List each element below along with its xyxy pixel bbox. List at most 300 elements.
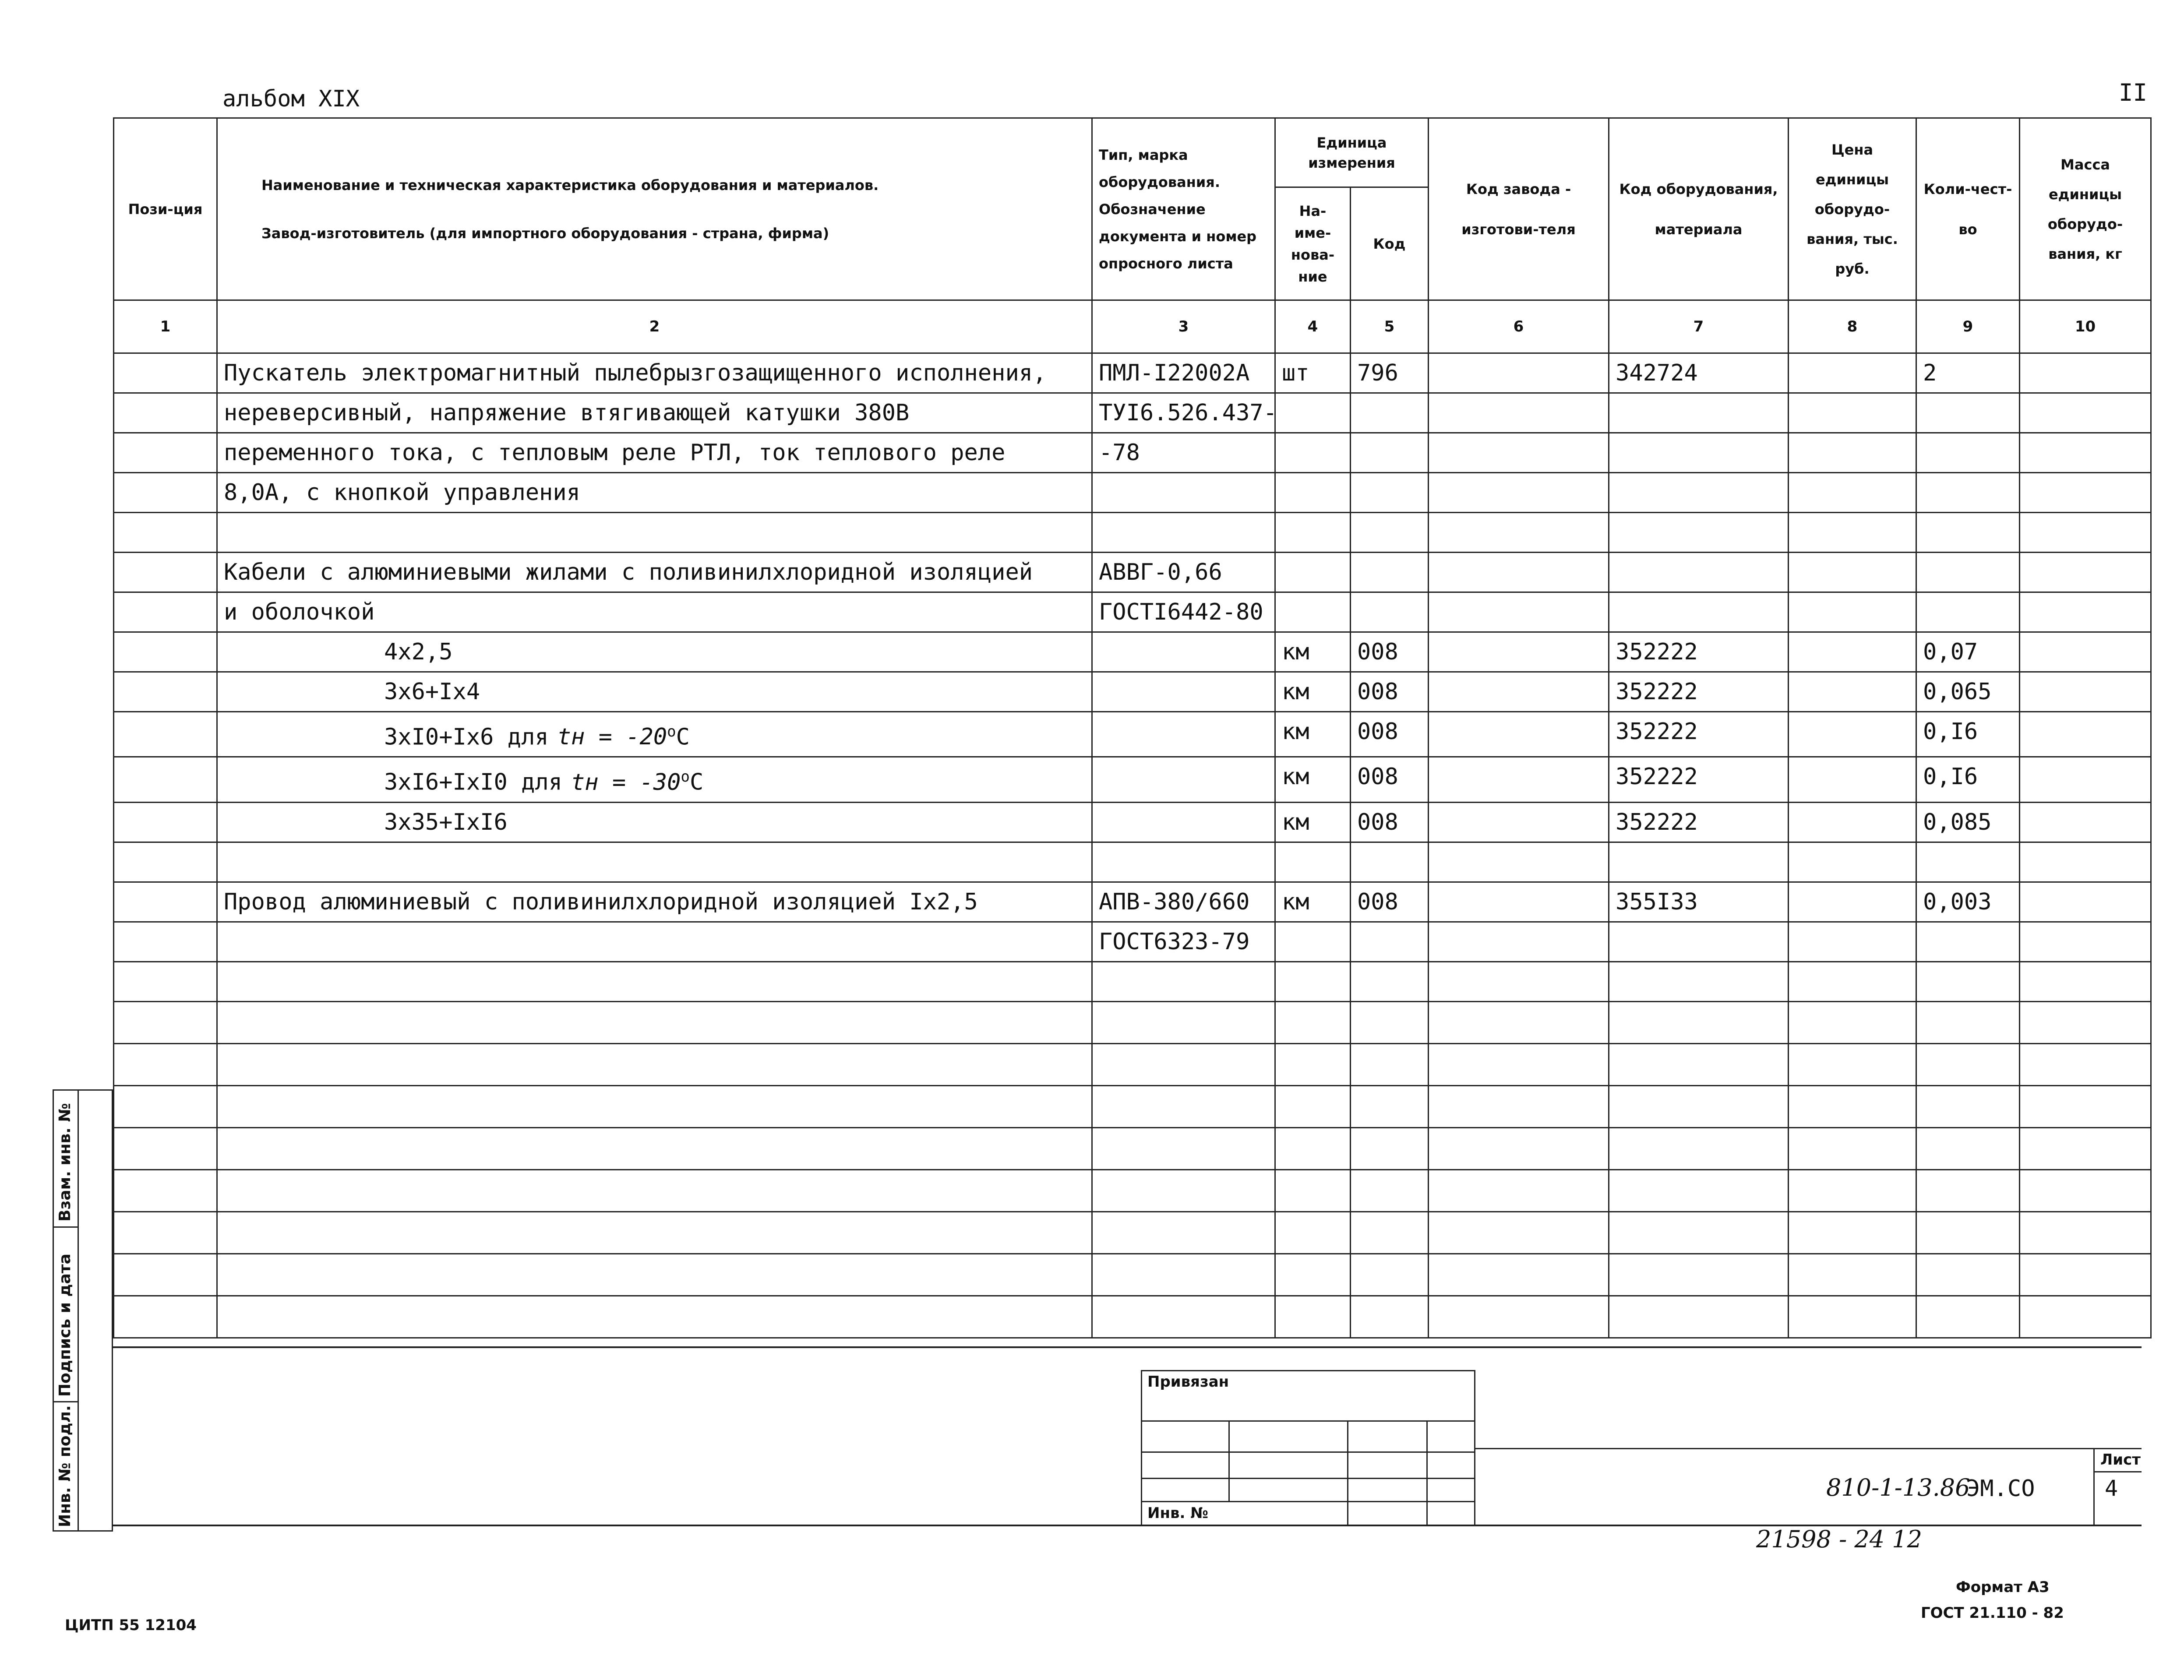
cell-name	[217, 802, 1092, 842]
cell-mass	[2020, 1085, 2151, 1127]
cell-unit: км	[1275, 757, 1351, 802]
cell-type: АВВГ-0,66	[1092, 553, 1275, 592]
item-name: 8,0А, с кнопкой управления	[224, 479, 580, 506]
cell-name	[217, 632, 1092, 672]
cell-qty	[1916, 922, 2020, 962]
handwritten-number: 21598 - 24 12	[1756, 1525, 1922, 1553]
cell-type	[1092, 757, 1275, 802]
cell-pos	[114, 672, 217, 712]
cell-type	[1092, 962, 1275, 1001]
cell-mass	[2020, 922, 2151, 962]
cell-plant	[1429, 353, 1609, 393]
cell-eq_code	[1609, 1254, 1789, 1296]
temperature-spec: tн = -30	[571, 769, 681, 796]
cell-eq_code	[1609, 433, 1789, 473]
cell-type	[1092, 1001, 1275, 1043]
cell-mass	[2020, 882, 2151, 922]
cell-name	[217, 842, 1092, 882]
cell-name	[217, 393, 1092, 433]
cell-unit	[1275, 1001, 1351, 1043]
cell-pos	[114, 513, 217, 553]
column-number-10: 10	[2020, 300, 2151, 353]
column-number-6: 6	[1429, 300, 1609, 353]
privyazan-label: Привязан	[1147, 1373, 1229, 1391]
cell-qty	[1916, 513, 2020, 553]
header-unit-name: На-име-нова-ние	[1275, 187, 1351, 300]
cell-eq_code: 352222	[1609, 712, 1789, 757]
cell-type	[1092, 513, 1275, 553]
table-row	[114, 882, 2151, 922]
cell-code: 008	[1351, 712, 1429, 757]
header-quantity: Коли-чест-во	[1916, 118, 2020, 300]
cell-type	[1092, 473, 1275, 513]
sheet-corner-number: II	[2119, 79, 2148, 106]
cell-price	[1789, 672, 1916, 712]
cell-plant	[1429, 922, 1609, 962]
cell-unit	[1275, 393, 1351, 433]
cell-mass	[2020, 1296, 2151, 1338]
cell-qty	[1916, 1043, 2020, 1085]
sheet-label: Лист	[2100, 1451, 2141, 1469]
cell-eq_code: 352222	[1609, 802, 1789, 842]
cell-price	[1789, 1169, 1916, 1212]
cell-price	[1789, 712, 1916, 757]
cell-plant	[1429, 712, 1609, 757]
header-unit-code: Код	[1351, 187, 1429, 300]
cell-name	[217, 922, 1092, 962]
cell-eq_code	[1609, 1001, 1789, 1043]
cell-type	[1092, 1043, 1275, 1085]
cell-code	[1351, 1127, 1429, 1169]
temperature-spec: tн = -20	[557, 724, 667, 750]
table-row	[114, 1001, 2151, 1043]
table-row	[114, 1254, 2151, 1296]
cell-mass	[2020, 393, 2151, 433]
cell-unit	[1275, 1254, 1351, 1296]
cell-price	[1789, 473, 1916, 513]
cell-type	[1092, 1212, 1275, 1254]
cell-plant	[1429, 962, 1609, 1001]
cell-eq_code	[1609, 1296, 1789, 1338]
cell-qty	[1916, 1296, 2020, 1338]
cell-code	[1351, 513, 1429, 553]
table-row	[114, 1169, 2151, 1212]
cell-code	[1351, 1001, 1429, 1043]
table-row	[114, 842, 2151, 882]
cell-pos	[114, 802, 217, 842]
cell-code	[1351, 393, 1429, 433]
cell-unit	[1275, 473, 1351, 513]
cell-qty	[1916, 592, 2020, 632]
table-row	[114, 1085, 2151, 1127]
cell-unit	[1275, 922, 1351, 962]
cell-pos	[114, 393, 217, 433]
stamp-top-line	[113, 1346, 2142, 1348]
cell-type	[1092, 712, 1275, 757]
cell-mass	[2020, 1212, 2151, 1254]
cell-unit	[1275, 962, 1351, 1001]
cell-mass	[2020, 962, 2151, 1001]
cell-mass	[2020, 1001, 2151, 1043]
cell-plant	[1429, 1169, 1609, 1212]
cell-code: 008	[1351, 632, 1429, 672]
cell-code	[1351, 1169, 1429, 1212]
header-unit-group: Единица измерения	[1275, 118, 1429, 187]
cell-unit: км	[1275, 712, 1351, 757]
header-name-line2: Завод-изготовитель (для импортного оборудования - страна, фирма)	[261, 225, 829, 242]
cell-mass	[2020, 513, 2151, 553]
table-row	[114, 592, 2151, 632]
header-mass: Масса единицы оборудо-вания, кг	[2020, 118, 2151, 300]
cell-plant	[1429, 513, 1609, 553]
table-row	[114, 353, 2151, 393]
cell-unit	[1275, 592, 1351, 632]
side-label-vzam: Взам. инв. №	[56, 1103, 74, 1222]
album-label: альбом XIX	[222, 86, 360, 112]
cell-mass	[2020, 473, 2151, 513]
cell-price	[1789, 1296, 1916, 1338]
cell-plant	[1429, 757, 1609, 802]
cell-qty: 0,I6	[1916, 757, 2020, 802]
cell-price	[1789, 842, 1916, 882]
cell-plant	[1429, 632, 1609, 672]
cell-eq_code: 342724	[1609, 353, 1789, 393]
header-name	[217, 118, 1092, 300]
cell-unit	[1275, 553, 1351, 592]
table-row	[114, 513, 2151, 553]
cell-type	[1092, 802, 1275, 842]
cell-code	[1351, 553, 1429, 592]
cell-qty	[1916, 1127, 2020, 1169]
side-label-inv-podl: Инв. № подл.	[56, 1405, 74, 1527]
cell-pos	[114, 842, 217, 882]
cell-unit	[1275, 1169, 1351, 1212]
cell-code	[1351, 1212, 1429, 1254]
cell-unit	[1275, 1127, 1351, 1169]
cell-mass	[2020, 592, 2151, 632]
item-name: 3xI6+IxI0 для	[384, 769, 562, 796]
cell-price	[1789, 962, 1916, 1001]
cell-pos	[114, 433, 217, 473]
cell-qty	[1916, 1001, 2020, 1043]
table-row	[114, 433, 2151, 473]
header-position: Пози-ция	[114, 118, 217, 300]
table-row	[114, 473, 2151, 513]
specification-table	[113, 117, 2142, 1350]
cell-mass	[2020, 757, 2151, 802]
cell-pos	[114, 922, 217, 962]
cell-eq_code: 352222	[1609, 757, 1789, 802]
cell-unit: шт	[1275, 353, 1351, 393]
cell-eq_code	[1609, 1127, 1789, 1169]
cell-unit	[1275, 1085, 1351, 1127]
cell-type	[1092, 842, 1275, 882]
item-name: Кабели с алюминиевыми жилами с поливинилхлоридной изоляцией	[224, 559, 1033, 585]
cell-price	[1789, 922, 1916, 962]
cell-eq_code	[1609, 513, 1789, 553]
cell-name	[217, 433, 1092, 473]
cell-plant	[1429, 1127, 1609, 1169]
cell-qty	[1916, 1254, 2020, 1296]
item-name: нереверсивный, напряжение втягивающей катушки 380В	[224, 400, 910, 426]
cell-name	[217, 672, 1092, 712]
cell-code	[1351, 1254, 1429, 1296]
cell-qty: 0,07	[1916, 632, 2020, 672]
cell-unit: км	[1275, 802, 1351, 842]
cell-type: ГОСТI6442-80	[1092, 592, 1275, 632]
cell-type	[1092, 1296, 1275, 1338]
cell-qty	[1916, 553, 2020, 592]
cell-plant	[1429, 802, 1609, 842]
item-name: 3xI0+Ix6 для	[384, 724, 549, 750]
cell-mass	[2020, 1169, 2151, 1212]
cell-price	[1789, 1085, 1916, 1127]
item-name: переменного тока, с тепловым реле РТЛ, ток теплового реле	[224, 440, 1006, 466]
cell-mass	[2020, 553, 2151, 592]
cell-name	[217, 1254, 1092, 1296]
cell-name	[217, 473, 1092, 513]
cell-pos	[114, 1085, 217, 1127]
cell-eq_code	[1609, 393, 1789, 433]
cell-pos	[114, 1001, 217, 1043]
table-row	[114, 757, 2151, 802]
cell-code	[1351, 473, 1429, 513]
cell-price	[1789, 757, 1916, 802]
cell-plant	[1429, 1001, 1609, 1043]
cell-mass	[2020, 1127, 2151, 1169]
table-row	[114, 712, 2151, 757]
cell-plant	[1429, 1043, 1609, 1085]
cell-type: АПВ-380/660	[1092, 882, 1275, 922]
table-row	[114, 672, 2151, 712]
cell-eq_code	[1609, 553, 1789, 592]
cell-name: 3xI6+IxI0 для tн = $-30^oC$	[217, 757, 1092, 802]
cell-price	[1789, 802, 1916, 842]
cell-plant	[1429, 842, 1609, 882]
cell-qty	[1916, 842, 2020, 882]
cell-price	[1789, 513, 1916, 553]
inv-number-label: Инв. №	[1147, 1504, 1209, 1522]
format-line1: Формат А3	[1956, 1578, 2050, 1596]
cell-eq_code	[1609, 842, 1789, 882]
cell-pos	[114, 962, 217, 1001]
cell-name	[217, 1043, 1092, 1085]
side-label-podpis: Подпись и дата	[56, 1254, 74, 1397]
cell-name	[217, 553, 1092, 592]
cell-eq_code	[1609, 1043, 1789, 1085]
cell-eq_code	[1609, 1212, 1789, 1254]
cell-code: 008	[1351, 672, 1429, 712]
cell-price	[1789, 1127, 1916, 1169]
cell-qty	[1916, 393, 2020, 433]
cell-qty: 0,085	[1916, 802, 2020, 842]
cell-unit	[1275, 433, 1351, 473]
cell-qty	[1916, 473, 2020, 513]
cell-qty	[1916, 433, 2020, 473]
cell-pos	[114, 1296, 217, 1338]
cell-qty	[1916, 1085, 2020, 1127]
column-number-1: 1	[114, 300, 217, 353]
column-number-4: 4	[1275, 300, 1351, 353]
temperature-unit: C	[689, 769, 704, 796]
cell-type	[1092, 672, 1275, 712]
cell-pos	[114, 353, 217, 393]
cell-pos	[114, 757, 217, 802]
column-number-3: 3	[1092, 300, 1275, 353]
sheet-number: 4	[2105, 1476, 2118, 1501]
header-equipment-code: Код оборудования, материала	[1609, 118, 1789, 300]
cell-qty: 0,I6	[1916, 712, 2020, 757]
cell-mass	[2020, 433, 2151, 473]
cell-plant	[1429, 1085, 1609, 1127]
cell-code	[1351, 962, 1429, 1001]
column-number-5: 5	[1351, 300, 1429, 353]
cell-qty: 0,003	[1916, 882, 2020, 922]
cell-unit: км	[1275, 672, 1351, 712]
cell-name	[217, 1085, 1092, 1127]
item-name: 3x6+Ix4	[384, 679, 480, 705]
cell-name	[217, 353, 1092, 393]
table-row	[114, 1127, 2151, 1169]
cell-mass	[2020, 712, 2151, 757]
cell-type	[1092, 1085, 1275, 1127]
cell-plant	[1429, 553, 1609, 592]
cell-price	[1789, 553, 1916, 592]
cell-unit: км	[1275, 632, 1351, 672]
format-line2: ГОСТ 21.110 - 82	[1921, 1604, 2064, 1622]
cell-plant	[1429, 1212, 1609, 1254]
cell-price	[1789, 353, 1916, 393]
document-code-printed: ЭМ.СО	[1966, 1476, 2035, 1502]
cell-price	[1789, 632, 1916, 672]
cell-mass	[2020, 632, 2151, 672]
cell-code	[1351, 433, 1429, 473]
cell-eq_code: 352222	[1609, 672, 1789, 712]
cell-unit	[1275, 1296, 1351, 1338]
table-row	[114, 922, 2151, 962]
cell-price	[1789, 882, 1916, 922]
cell-plant	[1429, 672, 1609, 712]
column-number-8: 8	[1789, 300, 1916, 353]
table-row	[114, 632, 2151, 672]
cell-eq_code	[1609, 922, 1789, 962]
cell-code: 796	[1351, 353, 1429, 393]
cell-unit	[1275, 1043, 1351, 1085]
item-name: 3x35+IxI6	[384, 809, 508, 835]
cell-price	[1789, 1001, 1916, 1043]
cell-type	[1092, 1254, 1275, 1296]
cell-type: ПМЛ-I22002А	[1092, 353, 1275, 393]
cell-code	[1351, 842, 1429, 882]
header-price: Цена единицы оборудо-вания, тыс. руб.	[1789, 118, 1916, 300]
cell-pos	[114, 712, 217, 757]
cell-type	[1092, 632, 1275, 672]
cell-code: 008	[1351, 802, 1429, 842]
item-name: Пускатель электромагнитный пылебрызгозащищенного исполнения,	[224, 360, 1047, 386]
column-number-2: 2	[217, 300, 1092, 353]
cell-code	[1351, 1296, 1429, 1338]
cell-plant	[1429, 473, 1609, 513]
cell-eq_code	[1609, 1169, 1789, 1212]
cell-pos	[114, 1254, 217, 1296]
cell-type	[1092, 1169, 1275, 1212]
cell-plant	[1429, 393, 1609, 433]
cell-type: ТУI6.526.437-	[1092, 393, 1275, 433]
cell-name	[217, 592, 1092, 632]
column-number-9: 9	[1916, 300, 2020, 353]
cell-qty	[1916, 1169, 2020, 1212]
header-name-line1: Наименование и техническая характеристика оборудования и материалов.	[261, 176, 879, 194]
table-row	[114, 802, 2151, 842]
cell-price	[1789, 592, 1916, 632]
cell-pos	[114, 882, 217, 922]
cell-unit	[1275, 842, 1351, 882]
cell-pos	[114, 1212, 217, 1254]
cell-name	[217, 1169, 1092, 1212]
item-name: 4x2,5	[384, 639, 453, 665]
cell-eq_code	[1609, 592, 1789, 632]
table-row	[114, 553, 2151, 592]
cell-name: 3xI0+Ix6 для tн = $-20^oC$	[217, 712, 1092, 757]
cell-pos	[114, 632, 217, 672]
cell-price	[1789, 433, 1916, 473]
document-code-handwritten: 810-1-13.86	[1826, 1474, 1970, 1501]
cell-code	[1351, 1085, 1429, 1127]
cell-unit: км	[1275, 882, 1351, 922]
cell-name	[217, 882, 1092, 922]
header-type: Тип, марка оборудования. Обозначение документа и номер опросного листа	[1092, 118, 1275, 300]
cell-mass	[2020, 353, 2151, 393]
cell-plant	[1429, 433, 1609, 473]
cell-eq_code	[1609, 473, 1789, 513]
cell-name	[217, 962, 1092, 1001]
cell-mass	[2020, 1043, 2151, 1085]
cell-price	[1789, 1043, 1916, 1085]
cell-name	[217, 513, 1092, 553]
cell-code	[1351, 1043, 1429, 1085]
cell-mass	[2020, 672, 2151, 712]
cell-price	[1789, 1212, 1916, 1254]
cell-qty: 2	[1916, 353, 2020, 393]
cell-code	[1351, 922, 1429, 962]
cell-price	[1789, 1254, 1916, 1296]
cell-pos	[114, 1043, 217, 1085]
cell-mass	[2020, 1254, 2151, 1296]
cell-plant	[1429, 1296, 1609, 1338]
cell-pos	[114, 473, 217, 513]
cell-type: -78	[1092, 433, 1275, 473]
cell-name	[217, 1001, 1092, 1043]
cell-code: 008	[1351, 757, 1429, 802]
cell-pos	[114, 1127, 217, 1169]
item-name: Провод алюминиевый с поливинилхлоридной изоляцией Ix2,5	[224, 888, 978, 915]
cell-code: 008	[1351, 882, 1429, 922]
cell-plant	[1429, 592, 1609, 632]
cell-code	[1351, 592, 1429, 632]
table-row	[114, 393, 2151, 433]
cell-pos	[114, 592, 217, 632]
table-row	[114, 1296, 2151, 1338]
cell-name	[217, 1127, 1092, 1169]
column-number-7: 7	[1609, 300, 1789, 353]
temperature-unit: C	[676, 724, 690, 750]
table-row	[114, 1212, 2151, 1254]
cell-qty	[1916, 962, 2020, 1001]
cell-mass	[2020, 802, 2151, 842]
cell-eq_code: 355I33	[1609, 882, 1789, 922]
cell-plant	[1429, 1254, 1609, 1296]
table-row	[114, 962, 2151, 1001]
